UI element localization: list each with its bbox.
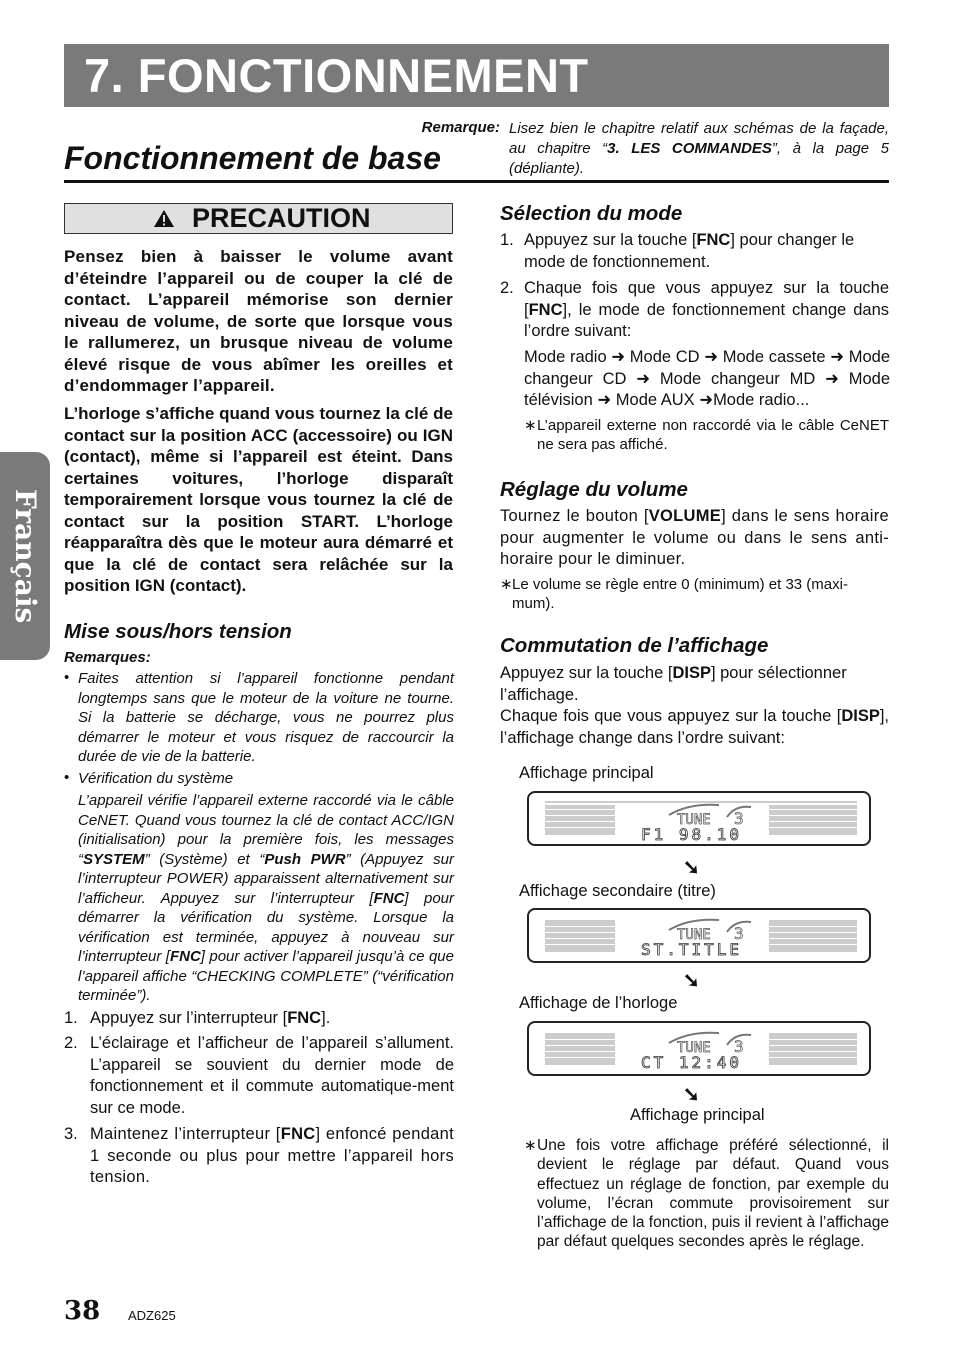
volume-text: Tournez le bouton [VOLUME] dans le sens horaire pour augmenter le volume ou dans le sens anti-horaire pour le diminuer. bbox=[500, 507, 890, 568]
remark-bullet-2-body: L’appareil vérifie l’appareil externe raccordé via le câble CeNET. Quand vous tournez la clé de contact ACC/IGN (initialisation) pour la première fois, les messages “SYSTEM” (Système) et “Push PWR” (Appuyez sur l’interrupteur POWER) apparaissent alternativement sur l’afficheur. Appuyez sur l’interrupteur [FNC] pour démarrer la vérification du système. Lorsque la vérification est terminée, appuyez à nouveau sur l’interrupteur [FNC] pour activer l’appareil jusqu’à ce que l’appareil affiche “CHECKING COMPLETE” (“vérification terminée”). bbox=[78, 792, 455, 1004]
bullet-dot: • bbox=[64, 669, 70, 686]
remarks-label: Remarques: bbox=[64, 649, 151, 666]
header-rule bbox=[64, 180, 889, 183]
model-number: ADZ625 bbox=[128, 1308, 176, 1323]
warning-triangle-icon bbox=[153, 209, 175, 228]
page-number: 38 bbox=[64, 1296, 101, 1326]
chapter-banner bbox=[64, 44, 889, 107]
svg-text:TUNE: TUNE bbox=[677, 1040, 711, 1056]
selection-title: Sélection du mode bbox=[500, 202, 683, 225]
precaution-title: PRECAUTION bbox=[192, 203, 371, 233]
mise-step-2: 2. L’éclairage et l’afficheur de l’appareil s’allument. L’appareil se souvient du dernier mode de fonctionnement et il commute automatique-ment sur ce mode. bbox=[64, 1034, 454, 1117]
display-text-2: Chaque fois que vous appuyez sur la touche [DISP], l’affichage change dans l’ordre suivant: bbox=[500, 707, 889, 747]
mise-step-1: 1. Appuyez sur l’interrupteur [FNC]. bbox=[64, 1009, 331, 1027]
display-caption-clock: Affichage de l’horloge bbox=[519, 994, 678, 1012]
svg-text:ST.TITLE: ST.TITLE bbox=[641, 940, 743, 959]
svg-text:3: 3 bbox=[734, 1037, 744, 1056]
down-arrow-icon: ➘ bbox=[683, 857, 700, 879]
volume-note: Le volume se règle entre 0 (minimum) et 33 (maxi-mum). bbox=[512, 576, 848, 612]
svg-text:3: 3 bbox=[734, 924, 744, 943]
lcd-clock-display bbox=[527, 1021, 871, 1076]
down-arrow-icon: ➘ bbox=[683, 970, 700, 992]
lcd-segments bbox=[529, 793, 869, 844]
svg-text:3: 3 bbox=[734, 809, 744, 828]
volume-title: Réglage du volume bbox=[500, 478, 688, 501]
remark-bullet-1: Faites attention si l’appareil fonctionne pendant longtemps sans que le moteur de la voiture ne tourne. Si la batterie se décharge, vous ne pourrez plus démarrer le moteur et vous risquez de raccourcir la durée de vie de la batterie. bbox=[78, 670, 454, 765]
bullet-dot: • bbox=[64, 769, 70, 786]
language-tab: Français bbox=[0, 452, 50, 660]
section-title: Fonctionnement de base bbox=[64, 140, 441, 176]
precaution-paragraph-2: L’horloge s’affiche quand vous tournez la clé de contact sur la position ACC (accessoire) ou IGN (contact), même si l’appareil est éteint. Dans certaines voitures, l’horloge disparaît temporairement lorsque vous tournez la clé de contact sur la position START. L’horloge réapparaîtra dès que le moteur aura démarré et que la clé de contact sera relâchée sur la position IGN (contact). bbox=[64, 404, 453, 595]
lcd-segments bbox=[529, 1023, 869, 1074]
display-caption-title: Affichage secondaire (titre) bbox=[519, 882, 716, 900]
display-title: Commutation de l’affichage bbox=[500, 634, 769, 657]
display-caption-main: Affichage principal bbox=[519, 764, 654, 782]
display-text-1: Appuyez sur la touche [DISP] pour sélectionner l’affichage. bbox=[500, 664, 847, 704]
selection-step-1: 1. Appuyez sur la touche [FNC] pour changer le mode de fonctionnement. bbox=[500, 231, 855, 271]
down-arrow-icon: ➘ bbox=[683, 1084, 700, 1106]
lcd-segments bbox=[529, 910, 869, 961]
remark-text: Lisez bien le chapitre relatif aux schémas de la façade, au chapitre “3. LES COMMANDES”, à la page 5 (dépliante). bbox=[509, 120, 889, 177]
mise-title: Mise sous/hors tension bbox=[64, 620, 292, 643]
svg-text:CT 12:40: CT 12:40 bbox=[641, 1053, 743, 1072]
display-caption-main-return: Affichage principal bbox=[630, 1106, 765, 1124]
svg-text:F1 98.10: F1 98.10 bbox=[641, 825, 743, 844]
remark-label: Remarque: bbox=[421, 119, 500, 136]
asterisk: ∗ bbox=[524, 417, 537, 434]
svg-text:TUNE: TUNE bbox=[677, 927, 711, 943]
svg-text:TUNE: TUNE bbox=[677, 812, 711, 828]
selection-step-2: 2. Chaque fois que vous appuyez sur la touche [FNC], le mode de fonctionnement change dans l’ordre suivant: bbox=[500, 279, 889, 340]
mode-sequence: Mode radio ➜ Mode CD ➜ Mode cassete ➜ Mode changeur CD ➜ Mode changeur MD ➜ Mode télévision ➜ Mode AUX ➜Mode radio... bbox=[524, 348, 890, 409]
display-note: Une fois votre affichage préféré sélectionné, il devient le réglage par défaut. Quand vous effectuez un réglage de fonction, par exemple du volume, l’écran commute provisoirement sur l’affichage de la fonction, puis il revient à l’affichage par défaut quelques secondes après le réglage. bbox=[537, 1137, 889, 1251]
lcd-title-display bbox=[527, 908, 871, 963]
precaution-box bbox=[64, 203, 453, 234]
asterisk: ∗ bbox=[524, 1137, 537, 1154]
asterisk: ∗ bbox=[500, 576, 513, 593]
mise-step-3: 3. Maintenez l’interrupteur [FNC] enfoncé pendant 1 seconde ou plus pour mettre l’appareil hors tension. bbox=[64, 1125, 455, 1186]
remark-bullet-2-title: Vérification du système bbox=[78, 770, 234, 787]
chapter-title: 7. FONCTIONNEMENT bbox=[84, 49, 589, 102]
precaution-paragraph-1: Pensez bien à baisser le volume avant d’éteindre l’appareil ou de couper la clé de contact. L’appareil mémorise son dernier niveau de volume, de sorte que lorsque vous le rallumerez, un brusque niveau de volume élevé risque de vous abîmer les oreilles et d’endommager l’appareil. bbox=[64, 247, 453, 395]
lcd-main-display bbox=[527, 791, 871, 846]
selection-note: L’appareil externe non raccordé via le câble CeNET ne sera pas affiché. bbox=[537, 417, 889, 453]
